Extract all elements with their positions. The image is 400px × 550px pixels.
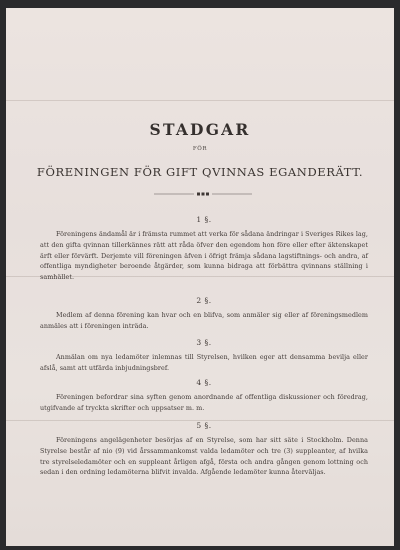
document-page [6, 8, 394, 546]
section-number: 1 §. [196, 215, 212, 224]
document-title: STADGAR [149, 120, 251, 139]
section-5 [40, 421, 368, 478]
document-subtitle: FÖRENINGEN FÖR GIFT QVINNAS EGANDERÄTT. [36, 165, 364, 179]
section-2 [40, 296, 368, 332]
section-number: 4 §. [196, 378, 212, 387]
section-number: 3 §. [196, 338, 212, 347]
section-4 [40, 378, 368, 414]
section-text: Anmälan om nya ledamöter inlemnas till Styrelsen, hvilken eger att densamma bevilja eller afslå, samt att utfärda inbjudningsbref. [40, 353, 368, 372]
section-text: Föreningens ändamål är i främsta rummet att verka för sådana ändringar i Sveriges Rikes lag, att den gifta qvinnan tillerkännes rätt att råda öfver den egendom hon före eller efter äktenskapet ärft eller förvärft. Derjemte vill föreningen äfven i öfrigt främja sådana lagstiftnings- och andra, af offentliga myndigheter beroende åtgärder, som kunna bidraga att förbättra qvinnans ställning i samhället. [40, 230, 368, 282]
section-number: 5 §. [196, 421, 212, 430]
section-text: Medlem af denna förening kan hvar och en blifva, som anmäler sig eller af föreningsmedlem anmäles att i föreningen inträda. [40, 311, 368, 330]
document-for-label: FÖR [192, 146, 208, 152]
section-3 [40, 338, 368, 374]
section-number: 2 §. [196, 296, 212, 305]
paper-fold-line [6, 100, 394, 101]
divider-ornament-icon [154, 191, 252, 197]
section-1 [40, 215, 368, 283]
section-text: Föreningen befordrar sina syften genom anordnande af offentliga diskussioner och föredrag, utgifvande af tryckta skrifter och uppsatser m. m. [40, 393, 368, 412]
section-text: Föreningens angelägenheter besörjas af en Styrelse, som har sitt säte i Stockholm. Denna Styrelse består af nio (9) vid årssammankomst valda ledamöter och tre (3) suppleanter, af hvilka tre styrelseledamöter och en suppleant årligen afgå, första och andra gången genom lottning och sedan i den ordning ledamöterna blifvit invalda. Afgående ledamöter kunna återväljas. [40, 436, 368, 477]
